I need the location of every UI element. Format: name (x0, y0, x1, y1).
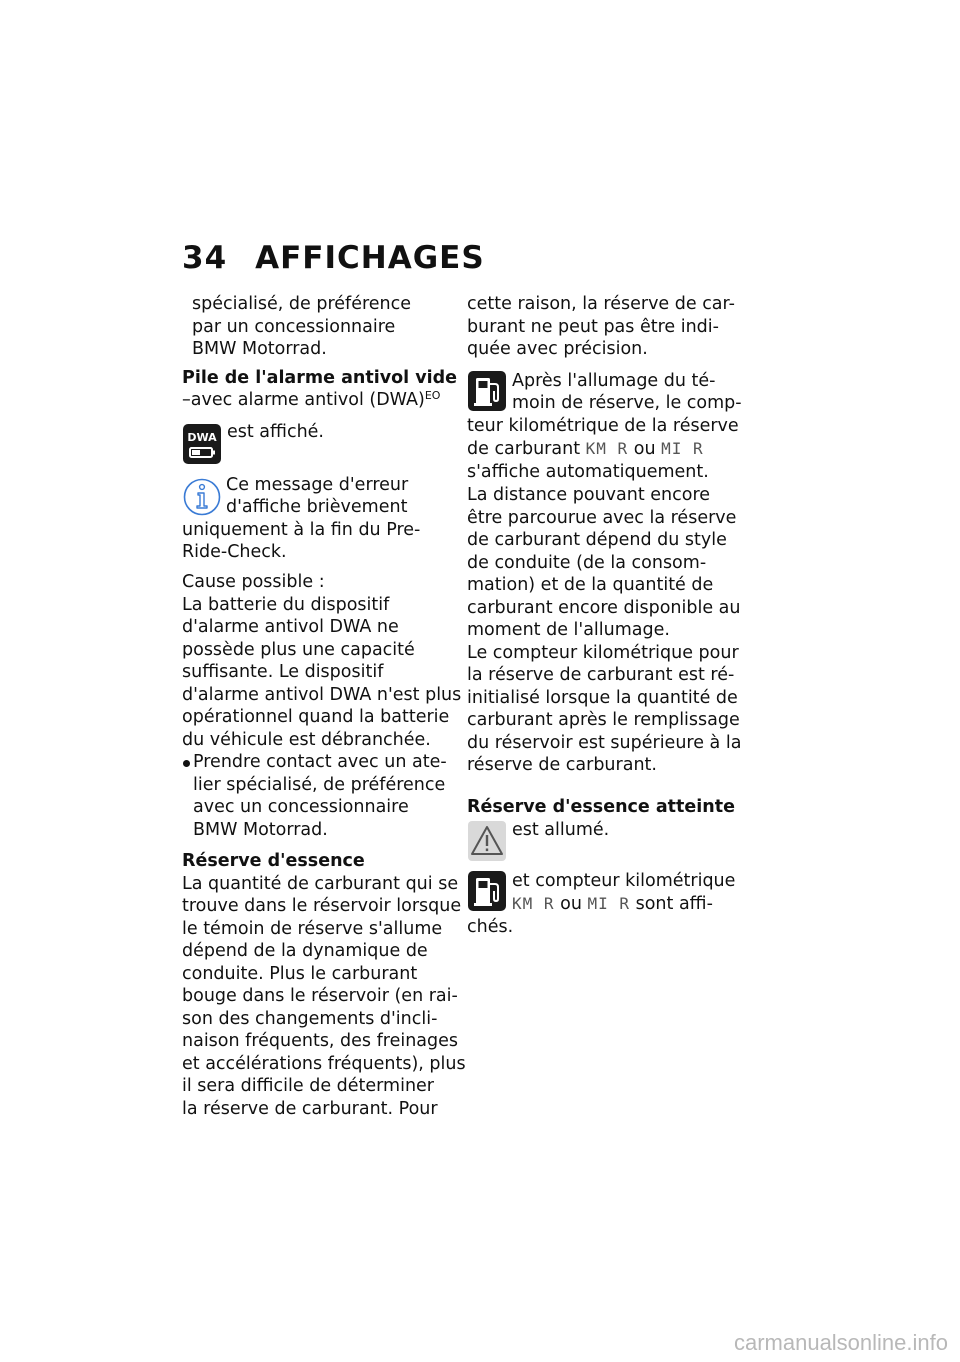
dwa-option: –avec alarme antivol (DWA)$^{EO}$ (182, 389, 441, 410)
fuel1-line-5: s'affiche automatiquement. (467, 462, 709, 482)
info-line-1: Ce message d'erreur (226, 475, 409, 495)
fuel1-line-3: teur kilométrique de la réserve (467, 416, 739, 436)
fuel1-line-2: moin de réserve, le comp- (512, 393, 742, 413)
info-line-4: Ride-Check. (182, 542, 287, 562)
distance-paragraph: La distance pouvant encore être parcourue avec la réserve de carburant dépend du style de conduite (de la consom- mation) et de la quantité de carburant encore disponible au moment de l'allumage. Le compteur kilométrique pour la réserve de carburant est ré- initialisé lorsque la quantité de carburant après le remplissage du réservoir est supérieure à la réserve de carburant. (467, 485, 742, 775)
page-number: 34 (182, 240, 228, 276)
watermark: carmanualsonline.info (733, 1330, 948, 1355)
reserve-heading: Réserve d'essence (182, 851, 365, 871)
fuel2-line-3: chés. (467, 917, 514, 937)
bullet-paragraph: Prendre contact avec un ate- lier spécialisé, de préférence avec un concessionnaire BMW Motorrad. (193, 752, 447, 840)
page-header (182, 240, 485, 276)
intro-paragraph: spécialisé, de préférence par un concessionnaire BMW Motorrad. (192, 294, 412, 359)
fuel-pump-icon-2 (467, 870, 507, 912)
page-title: AFFICHAGES (255, 240, 485, 276)
info-line-2: d'affiche brièvement (226, 497, 408, 517)
cause-paragraph: Cause possible : La batterie du dispositif d'alarme antivol DWA ne possède plus une capacité suffisante. Le dispositif d'alarme antivol DWA n'est plus opérationnel quand la batterie du véhicule est débranchée. (182, 572, 462, 750)
mi-r-readout: MI R (661, 439, 704, 458)
dwa-battery-icon (182, 423, 222, 465)
km-r-readout-2: KM R (512, 894, 555, 913)
reserve-paragraph: La quantité de carburant qui se trouve dans le réservoir lorsque le témoin de réserve s'allume dépend de la dynamique de conduite. Plus le carburant bouge dans le réservoir (en rai- son des changements d'incli- naison fréquents, des freinages et accélérations fréquents), plus il sera difficile de déterminer la réserve de carburant. Pour (182, 873, 466, 1119)
info-icon (182, 477, 222, 517)
fuel2-line-1: et compteur kilométrique (512, 871, 736, 891)
left-column (182, 293, 458, 422)
mi-r-readout-2: MI R (587, 894, 631, 913)
reserve-section (182, 850, 466, 1120)
warning-triangle-icon (467, 820, 507, 862)
bullet-dot (183, 760, 190, 767)
dwa-heading: Pile de l'alarme antivol vide (182, 367, 458, 388)
dwa-shown-text: est affiché. (227, 422, 324, 442)
warn-text: est allumé. (512, 820, 610, 840)
fuel-pump-icon (467, 370, 507, 412)
km-r-readout: KM R (585, 439, 629, 458)
svg-text:DWA: DWA (187, 431, 217, 444)
fuel1-line-4: de carburant KM R ou MI R (467, 439, 704, 459)
fuel2-line-2: KM R ou MI R sont affi- (512, 894, 713, 914)
fuel1-line-1: Après l'allumage du té- (512, 371, 716, 391)
reserve-reached-heading: Réserve d'essence atteinte (467, 797, 735, 817)
info-line-3: uniquement à la fin du Pre- (182, 520, 421, 540)
eo-superscript: EO (424, 389, 441, 402)
right-intro: cette raison, la réserve de car- burant ne peut pas être indi- quée avec précision. (467, 294, 735, 359)
